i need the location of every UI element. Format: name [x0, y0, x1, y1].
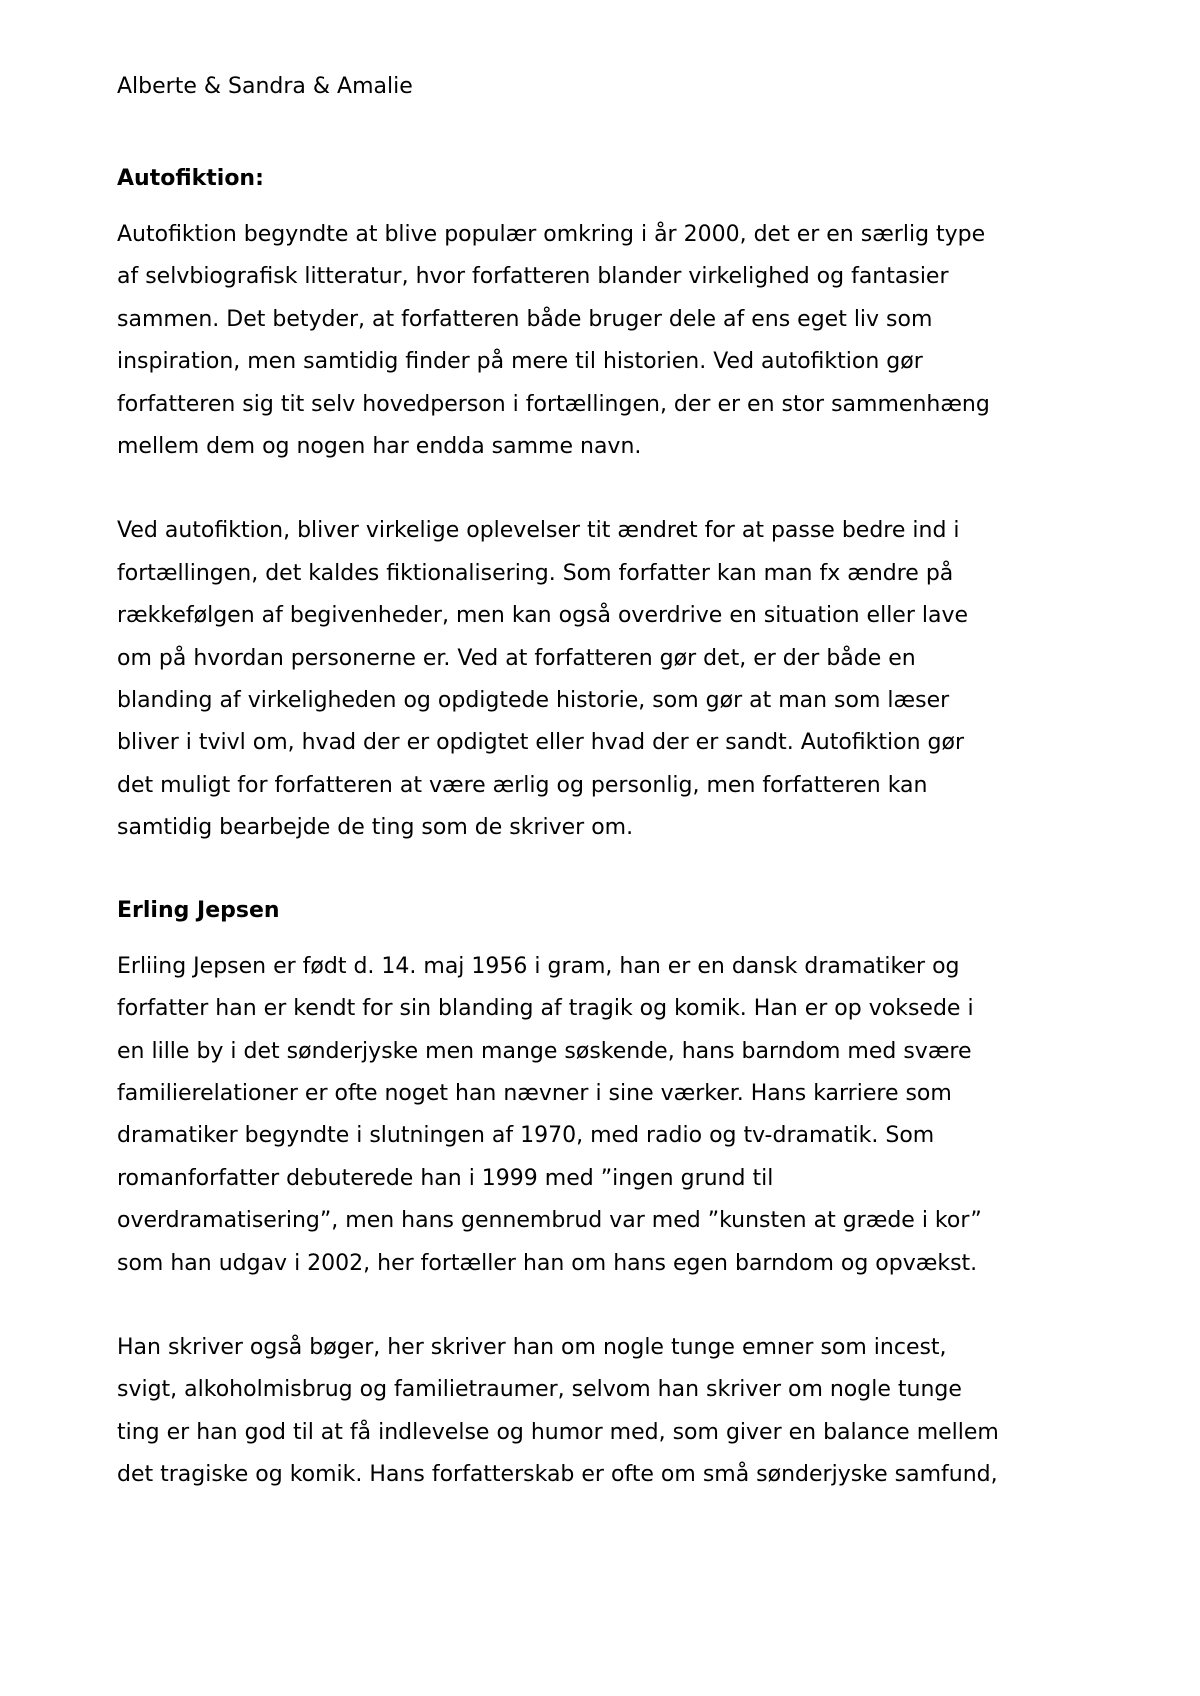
text-line: overdramatisering”, men hans gennembrud var med ”kunsten at græde i kor” — [117, 1208, 982, 1234]
text-line: om på hvordan personerne er. Ved at forfatteren gør det, er der både en — [117, 645, 916, 671]
section-heading-erling-jepsen: Erling Jepsen — [117, 897, 280, 923]
text-line: som han udgav i 2002, her fortæller han om hans egen barndom og opvækst. — [117, 1250, 978, 1276]
text-line: rækkefølgen af begivenheder, men kan også overdrive en situation eller lave — [117, 603, 969, 629]
text-line: Ved autofiktion, bliver virkelige oplevelser tit ændret for at passe bedre ind i — [117, 518, 960, 544]
paragraph — [117, 946, 1117, 1285]
text-line: fortællingen, det kaldes fiktionalisering. Som forfatter kan man fx ændre på — [117, 560, 954, 586]
text-line: sammen. Det betyder, at forfatteren både bruger dele af ens eget liv som — [117, 306, 933, 332]
text-line: samtidig bearbejde de ting som de skriver om. — [117, 815, 634, 841]
paragraph — [117, 510, 1117, 849]
text-line: blanding af virkeligheden og opdigtede historie, som gør at man som læser — [117, 688, 950, 714]
paragraph — [117, 1327, 1117, 1497]
text-line: romanforfatter debuterede han i 1999 med ”ingen grund til — [117, 1165, 774, 1191]
text-line: dramatiker begyndte i slutningen af 1970, med radio og tv-dramatik. Som — [117, 1123, 935, 1149]
text-line: svigt, alkoholmisbrug og familietraumer, selvom han skriver om nogle tunge — [117, 1377, 962, 1403]
text-line: forfatteren sig tit selv hovedperson i fortællingen, der er en stor sammenhæng — [117, 391, 990, 417]
text-line: en lille by i det sønderjyske men mange søskende, hans barndom med svære — [117, 1038, 972, 1064]
author-names: Alberte & Sandra & Amalie — [117, 74, 413, 99]
text-line: det tragiske og komik. Hans forfatterskab er ofte om små sønderjyske samfund, — [117, 1462, 998, 1488]
text-line: ting er han god til at få indlevelse og humor med, som giver en balance mellem — [117, 1419, 999, 1445]
text-line: bliver i tvivl om, hvad der er opdigtet eller hvad der er sandt. Autofiktion gør — [117, 730, 964, 756]
text-line: forfatter han er kendt for sin blanding af tragik og komik. Han er op voksede i — [117, 996, 974, 1022]
document-body — [117, 66, 1117, 1497]
text-line: Erliing Jepsen er født d. 14. maj 1956 i gram, han er en dansk dramatiker og — [117, 953, 960, 979]
text-line: det muligt for forfatteren at være ærlig og personlig, men forfatteren kan — [117, 772, 928, 798]
text-line: familierelationer er ofte noget han nævner i sine værker. Hans karriere som — [117, 1080, 952, 1106]
text-line: inspiration, men samtidig finder på mere til historien. Ved autofiktion gør — [117, 349, 923, 375]
section-heading-autofiktion: Autofiktion: — [117, 166, 264, 191]
text-line: Autofiktion begyndte at blive populær omkring i år 2000, det er en særlig type — [117, 222, 986, 247]
paragraph — [117, 214, 1117, 468]
text-line: mellem dem og nogen har endda samme navn. — [117, 434, 642, 460]
text-line: af selvbiografisk litteratur, hvor forfatteren blander virkelighed og fantasier — [117, 264, 949, 290]
text-line: Han skriver også bøger, her skriver han om nogle tunge emner som incest, — [117, 1334, 947, 1360]
